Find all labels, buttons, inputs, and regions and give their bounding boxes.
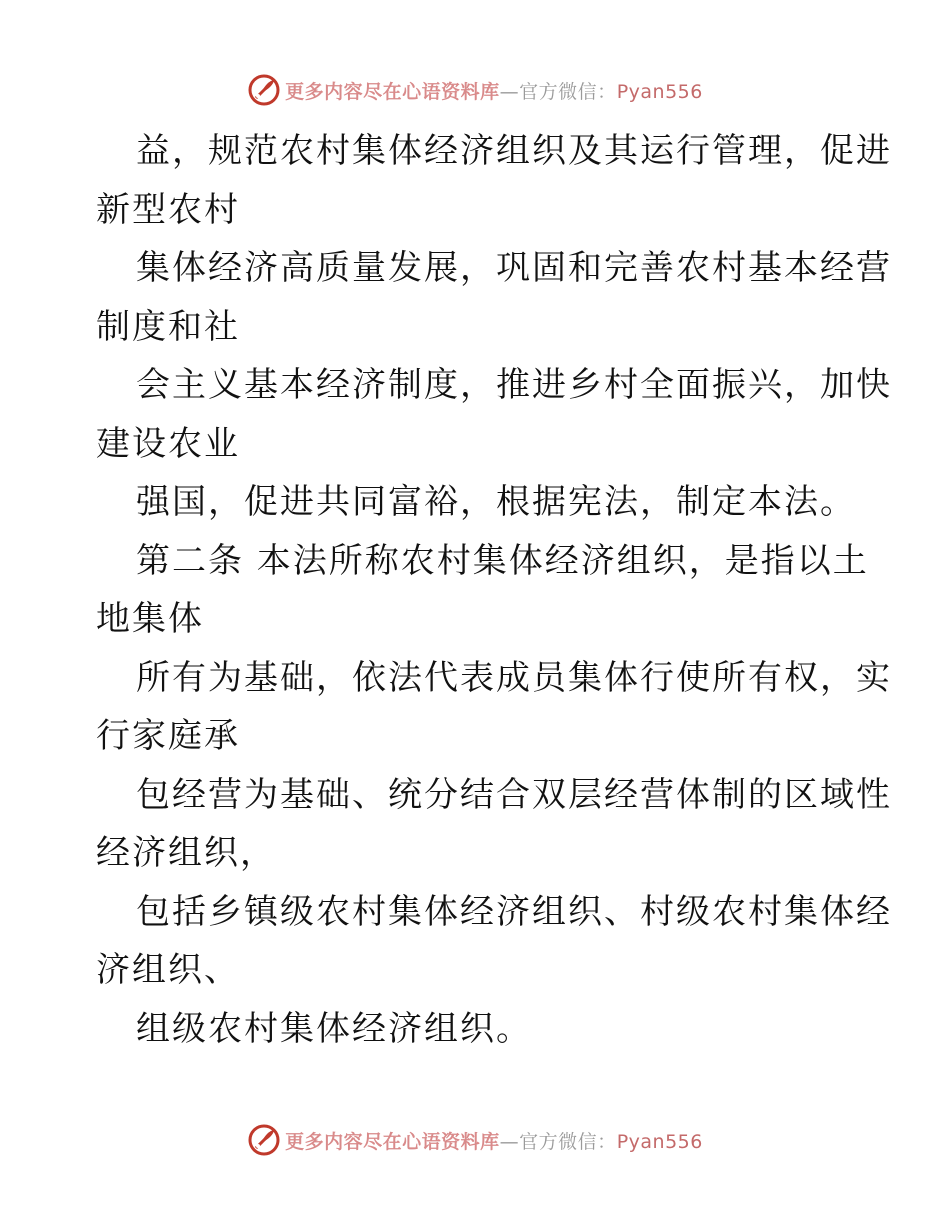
body-line: 所有为基础，依法代表成员集体行使所有权，实 (136, 657, 892, 698)
banner-promo: 更多内容尽在心语资料库 (285, 1130, 500, 1153)
body-line: 集体经济高质量发展，巩固和完善农村基本经营 (136, 248, 892, 288)
body-line: 制度和社 (96, 306, 240, 347)
article-heading-line: 第二条 本法所称农村集体经济组织，是指以土 (136, 540, 869, 581)
body-line: 会主义基本经济制度，推进乡村全面振兴，加快 (136, 365, 892, 405)
body-line: 经济组织， (96, 833, 276, 873)
banner-wechat-id: Pyan556 (616, 80, 703, 103)
banner-text (285, 1127, 703, 1154)
body-line: 建设农业 (96, 423, 240, 464)
document-body (96, 122, 892, 1058)
feather-pen-logo-icon (247, 1123, 281, 1157)
banner-separator: — (499, 80, 520, 103)
banner-official: 官方微信： (519, 1130, 617, 1153)
banner-wechat-id: Pyan556 (616, 1130, 703, 1153)
body-line: 包括乡镇级农村集体经济组织、村级农村集体经 (136, 891, 892, 932)
banner-official: 官方微信： (519, 80, 617, 103)
banner-separator: — (499, 1130, 520, 1153)
banner-text (285, 77, 703, 104)
body-line: 济组织、 (96, 950, 240, 990)
footer-banner (0, 1120, 950, 1160)
header-banner (0, 70, 950, 110)
feather-pen-logo-icon (247, 73, 281, 107)
body-line: 包经营为基础、统分结合双层经营体制的区域性 (136, 774, 892, 815)
banner-promo: 更多内容尽在心语资料库 (285, 80, 500, 103)
body-line: 强国，促进共同富裕，根据宪法，制定本法。 (136, 482, 856, 522)
body-line: 行家庭承 (96, 716, 240, 756)
body-line: 组级农村集体经济组织。 (136, 1008, 532, 1049)
body-line: 地集体 (96, 599, 204, 639)
body-line: 益，规范农村集体经济组织及其运行管理，促进 (136, 131, 892, 171)
body-line: 新型农村 (96, 189, 240, 230)
